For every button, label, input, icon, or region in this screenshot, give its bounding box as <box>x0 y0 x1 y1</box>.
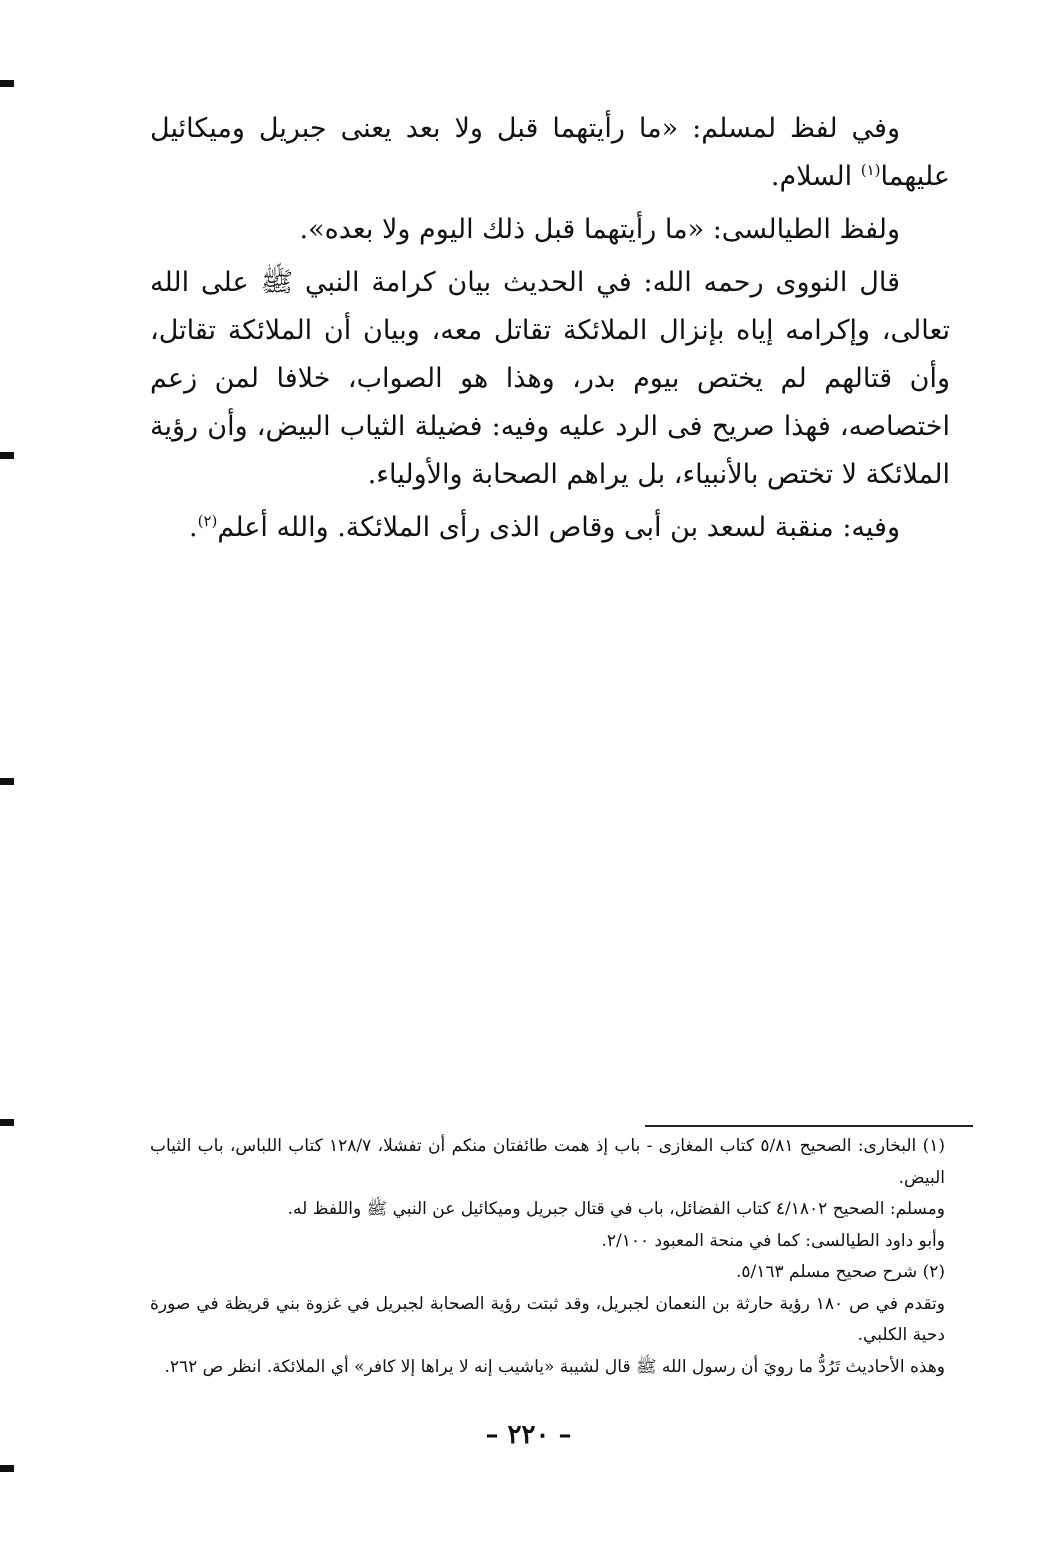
scan-edge-mark <box>0 452 14 459</box>
main-text <box>150 105 950 552</box>
footnote-1-bukhari: (١) البخارى: الصحيح ٥/٨١ كتاب المغازى - باب إذ همت طائفتان منكم أن تفشلا، ١٢٨/٧ كتاب اللباس، باب الثياب البيض. <box>150 1136 945 1188</box>
scan-edge-mark <box>0 1465 14 1472</box>
footnotes <box>150 1131 945 1383</box>
paragraph-text-end: السلام. <box>770 161 861 192</box>
paragraph-tayalisi-wording: ولفظ الطيالسى: «ما رأيتهما قبل ذلك اليوم ولا بعده». <box>299 214 900 245</box>
footnote-2-haritha: وتقدم في ص ١٨٠ رؤية حارثة بن النعمان لجبريل، وقد ثبتت رؤية الصحابة لجبريل في غزوة بني قريظة في صورة دحية الكلبي. <box>150 1293 945 1345</box>
footnote-1-tayalisi: وأبو داود الطيالسى: كما في منحة المعبود ٢/١٠٠. <box>601 1230 945 1251</box>
paragraph-saad-virtue <box>150 504 950 552</box>
paragraph-text-end: . <box>188 512 198 543</box>
footnote-ref-1: (١) <box>860 161 881 179</box>
paragraph-muslim-wording <box>150 105 950 201</box>
paragraph-text: وفيه: منقبة لسعد بن أبى وقاص الذى رأى الملائكة. والله أعلم <box>217 512 900 543</box>
footnote-2-nawawi: (٢) شرح صحيح مسلم ٥/١٦٣. <box>735 1262 945 1282</box>
page-number: – ٢٢٠ – <box>485 1420 572 1450</box>
scan-edge-mark <box>0 80 14 87</box>
footnote-ref-2: (٢) <box>197 512 218 530</box>
footnote-separator <box>645 1125 973 1127</box>
footnote-2-shayba: وهذه الأحاديث تَرُدُّ ما رويَ أن رسول الله ﷺ قال لشيبة «ياشيب إنه لا يراها إلا كافر» أي الملائكة. انظر ص ٢٦٢. <box>164 1356 945 1377</box>
paragraph-nawawi-commentary: قال النووى رحمه الله: في الحديث بيان كرامة النبي ﷺ على الله تعالى، وإكرامه إياه بإنزال الملائكة تقاتل معه، وبيان أن الملائكة تقاتل، وأن قتالهم لم يختص بيوم بدر، وهذا هو الصواب، خلافا لمن زعم اختصاصه، فهذا صريح فى الرد عليه وفيه: فضيلة الثياب البيض، وأن رؤية الملائكة لا تختص بالأنبياء، بل يراهم الصحابة والأولياء. <box>150 267 950 490</box>
scan-edge-mark <box>0 778 14 785</box>
paragraph-text: وفي لفظ لمسلم: «ما رأيتهما قبل ولا بعد يعنى جبريل وميكائيل عليهما <box>150 113 950 192</box>
footnote-1-muslim: ومسلم: الصحيح ٤/١٨٠٢ كتاب الفضائل، باب في قتال جبريل وميكائيل عن النبي ﷺ واللفظ له. <box>287 1199 945 1219</box>
scan-edge-mark <box>0 1119 14 1126</box>
